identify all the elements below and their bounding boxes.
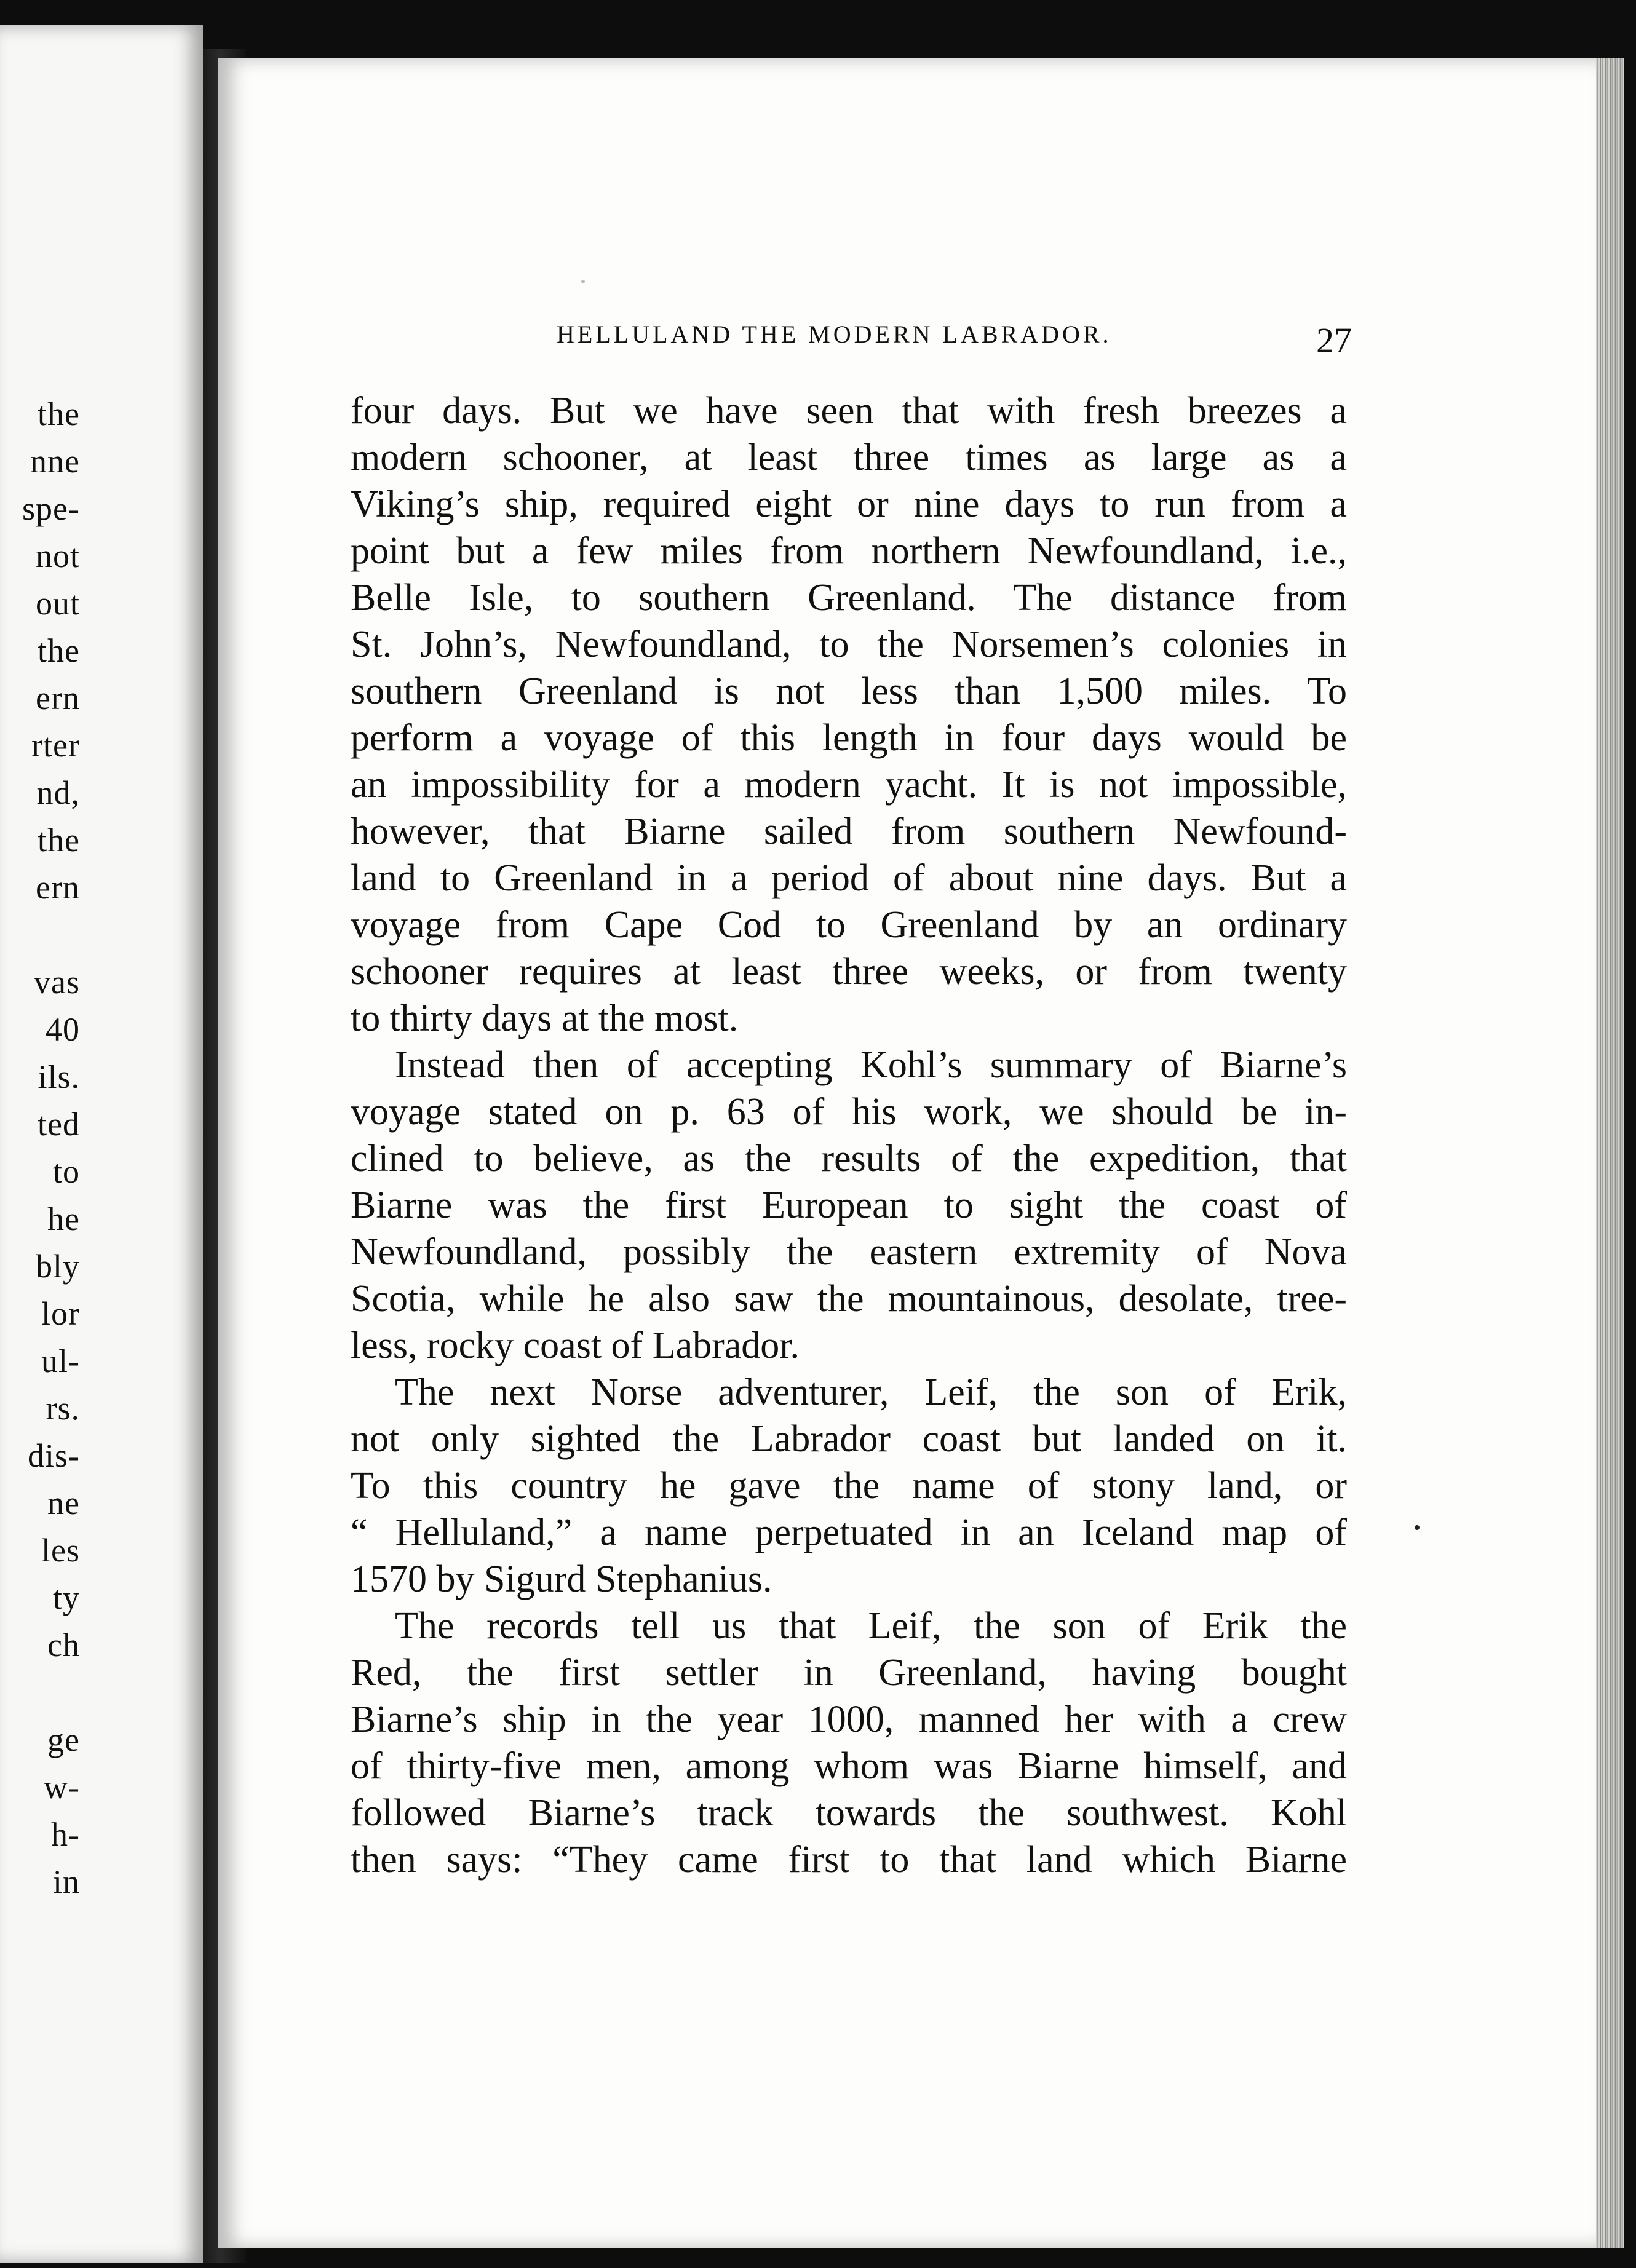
text-line: 1570 by Sigurd Stephanius. [351,1558,772,1600]
left-line: ted [38,1106,80,1143]
left-line [6,911,80,959]
left-line: to [52,1153,80,1190]
text-line: perform a voyage of this length in four days would be [351,717,1347,759]
left-line: ne [47,1485,80,1521]
speck [1415,1525,1420,1530]
left-page [0,25,203,2263]
text-line: The records tell us that Leif, the son of Erik the [395,1605,1347,1647]
left-line: rs. [46,1390,80,1427]
left-line: not [35,537,80,574]
page-edges [1596,58,1624,2248]
text-line: Biarne was the first European to sight the coast of [351,1184,1347,1226]
left-line: the [38,632,80,669]
left-line: nne [30,443,80,480]
speck [581,280,585,284]
text-line: followed Biarne’s track towards the southwest. Kohl [351,1792,1347,1834]
text-line: to thirty days at the most. [351,997,739,1039]
text-line: less, rocky coast of Labrador. [351,1325,800,1366]
left-line: the [38,822,80,858]
left-line: dis- [28,1437,80,1474]
text-line: then says: “They came first to that land which Biarne [351,1839,1347,1881]
left-line: out [35,585,80,622]
text-line: not only sighted the Labrador coast but landed on it. [351,1418,1347,1460]
text-line: modern schooner, at least three times as large as a [351,437,1347,478]
text-line: Red, the first settler in Greenland, having bought [351,1652,1347,1694]
left-line: ern [36,869,80,906]
text-line: point but a few miles from northern Newfoundland, i.e., [351,530,1347,572]
text-line: Scotia, while he also saw the mountainous, desolate, tree- [351,1278,1347,1320]
left-page-text-column [6,391,80,1906]
text-line: Newfoundland, possibly the eastern extremity of Nova [351,1231,1347,1273]
text-line: Biarne’s ship in the year 1000, manned her with a crew [351,1699,1347,1740]
left-line: the [38,395,80,432]
left-line: bly [35,1248,80,1285]
text-line: St. John’s, Newfoundland, to the Norsemen’s colonies in [351,624,1347,665]
text-line: Instead then of accepting Kohl’s summary of Biarne’s [395,1044,1347,1086]
text-line: four days. But we have seen that with fresh breezes a [351,390,1347,432]
left-line: nd, [36,774,80,811]
left-line: vas [34,964,80,1001]
left-line: lor [41,1295,80,1332]
running-head: HELLULAND THE MODERN LABRADOR. [557,320,1112,348]
left-line: ge [47,1721,80,1758]
left-line [6,1669,80,1716]
text-line: of thirty-five men, among whom was Biarne himself, and [351,1745,1347,1787]
text-line: southern Greenland is not less than 1,500 miles. To [351,670,1347,712]
text-line: “ Helluland,” a name perpetuated in an Iceland map of [351,1512,1347,1553]
page-number: 27 [1316,320,1352,360]
text-line: Belle Isle, to southern Greenland. The distance from [351,577,1347,619]
left-line: in [52,1863,80,1900]
body-text [351,387,1347,1883]
text-line: schooner requires at least three weeks, or from twenty [351,951,1347,993]
text-line: clined to believe, as the results of the expedition, that [351,1138,1347,1180]
left-line: ty [52,1579,80,1616]
left-line: ch [47,1627,80,1663]
left-line: ils. [38,1058,80,1095]
text-line: Viking’s ship, required eight or nine days to run from a [351,483,1347,525]
text-line: however, that Biarne sailed from southern Newfound- [351,811,1347,852]
left-line: 40 [46,1011,80,1048]
text-line: To this country he gave the name of stony land, or [351,1465,1347,1507]
left-line: ul- [41,1342,80,1379]
text-line: voyage from Cape Cod to Greenland by an ordinary [351,904,1347,946]
text-line: voyage stated on p. 63 of his work, we should be in- [351,1091,1347,1133]
left-line: h- [51,1816,80,1853]
text-line: an impossibility for a modern yacht. It is not impossible, [351,764,1347,806]
left-line: rter [31,727,80,764]
left-line: he [47,1200,80,1237]
text-line: land to Greenland in a period of about nine days. But a [351,857,1347,899]
left-line: ern [36,680,80,716]
text-line: The next Norse adventurer, Leif, the son of Erik, [395,1371,1347,1413]
left-line: les [41,1532,80,1569]
left-line: spe- [22,490,80,527]
left-line: w- [44,1769,80,1806]
